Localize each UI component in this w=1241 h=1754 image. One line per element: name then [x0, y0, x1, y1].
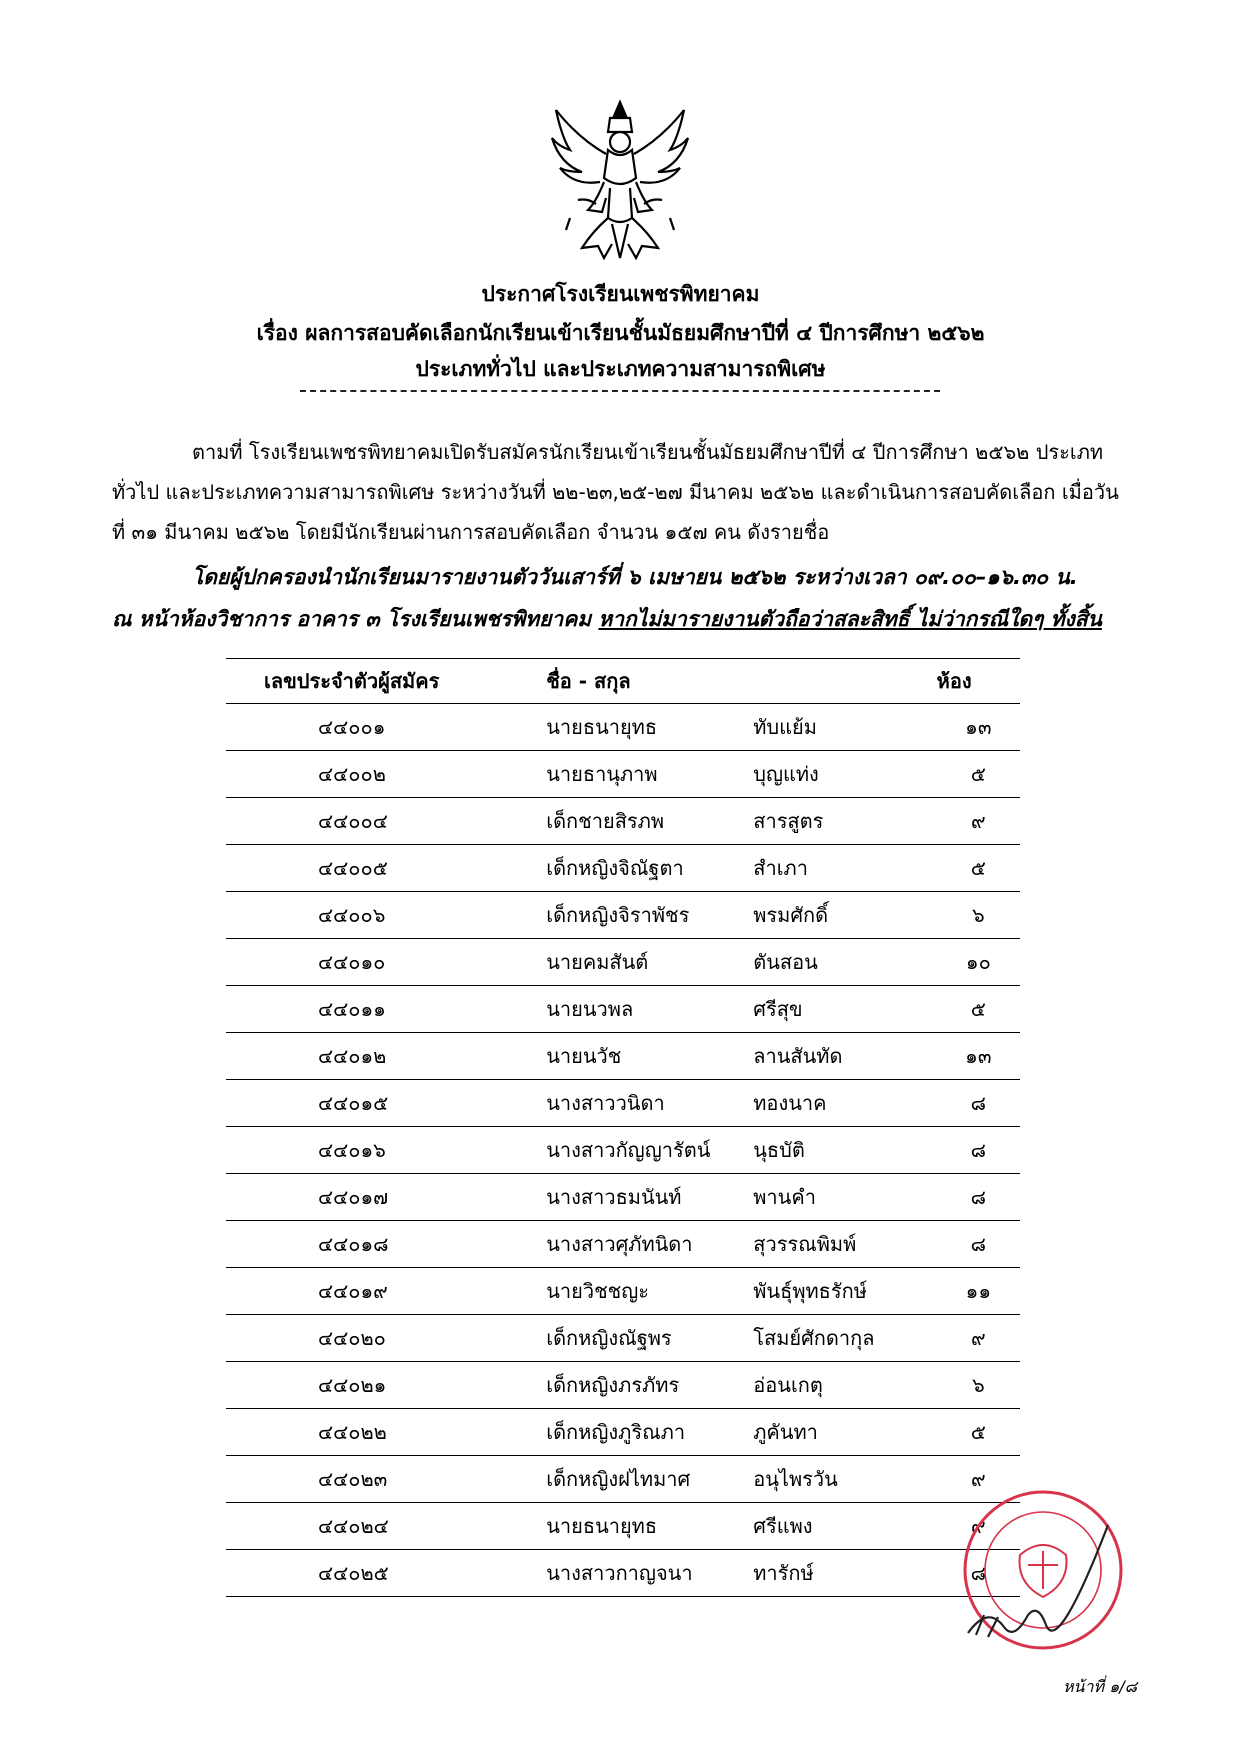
last-name-cell: ทับแย้ม	[753, 704, 936, 751]
announcement-category: ประเภททั่วไป และประเภทความสามารถพิเศษ	[415, 357, 826, 381]
first-name-cell: นายวิชชญะ	[546, 1268, 753, 1315]
applicant-id-cell: ๔๔๐๒๐	[226, 1315, 546, 1362]
applicant-id-cell: ๔๔๐๒๕	[226, 1550, 546, 1597]
header-name: ชื่อ - สกุล	[546, 659, 936, 704]
room-cell: ๙	[937, 1503, 1020, 1550]
table-row	[226, 845, 1020, 892]
first-name-cell: เด็กหญิงจิราพัชร	[546, 892, 753, 939]
report-notice-line1: โดยผู้ปกครองนำนักเรียนมารายงานตัววันเสาร์ที่ ๖ เมษายน ๒๕๖๒ ระหว่างเวลา ๐๙.๐๐–๑๖.๓๐ น.	[192, 565, 1078, 589]
first-name-cell: นายนวัช	[546, 1033, 753, 1080]
applicant-id-cell: ๔๔๐๒๒	[226, 1409, 546, 1456]
room-cell: ๕	[937, 845, 1020, 892]
room-cell: ๙	[937, 798, 1020, 845]
table-row	[226, 986, 1020, 1033]
report-location: ณ หน้าห้องวิชาการ อาคาร ๓ โรงเรียนเพชรพิทยาคม	[112, 607, 599, 631]
applicant-id-cell: ๔๔๐๑๖	[226, 1127, 546, 1174]
first-name-cell: นางสาวกัญญารัตน์	[546, 1127, 753, 1174]
last-name-cell: ศรีสุข	[753, 986, 936, 1033]
first-name-cell: เด็กหญิงภูริณภา	[546, 1409, 753, 1456]
last-name-cell: พานคำ	[753, 1174, 936, 1221]
first-name-cell: นายธนายุทธ	[546, 1503, 753, 1550]
table-row	[226, 751, 1020, 798]
first-name-cell: นางสาวศุภัทนิดา	[546, 1221, 753, 1268]
table-row	[226, 1456, 1020, 1503]
first-name-cell: นายธนายุทธ	[546, 704, 753, 751]
last-name-cell: ตันสอน	[753, 939, 936, 986]
last-name-cell: พันธุ์พุทธรักษ์	[753, 1268, 936, 1315]
table-row	[226, 1033, 1020, 1080]
last-name-cell: ภูคันทา	[753, 1409, 936, 1456]
first-name-cell: นายคมสันต์	[546, 939, 753, 986]
forfeit-warning: หากไม่มารายงานตัวถือว่าสละสิทธิ์ ไม่ว่ากรณีใดๆ ทั้งสิ้น	[598, 607, 1102, 631]
applicant-id-cell: ๔๔๐๐๑	[226, 704, 546, 751]
last-name-cell: สารสูตร	[753, 798, 936, 845]
first-name-cell: นายธานุภาพ	[546, 751, 753, 798]
last-name-cell: ทองนาค	[753, 1080, 936, 1127]
room-cell: ๘	[937, 1174, 1020, 1221]
first-name-cell: เด็กหญิงฝไทมาศ	[546, 1456, 753, 1503]
table-row	[226, 1268, 1020, 1315]
last-name-cell: บุญแท่ง	[753, 751, 936, 798]
first-name-cell: นางสาววนิดา	[546, 1080, 753, 1127]
table-row	[226, 1080, 1020, 1127]
dashed-divider	[300, 390, 940, 392]
room-cell: ๖	[937, 1362, 1020, 1409]
first-name-cell: เด็กหญิงภรภัทร	[546, 1362, 753, 1409]
last-name-cell: สุวรรณพิมพ์	[753, 1221, 936, 1268]
applicant-id-cell: ๔๔๐๑๕	[226, 1080, 546, 1127]
table-row	[226, 1221, 1020, 1268]
first-name-cell: นางสาวกาญจนา	[546, 1550, 753, 1597]
applicant-id-cell: ๔๔๐๐๒	[226, 751, 546, 798]
last-name-cell: พรมศักดิ์	[753, 892, 936, 939]
room-cell: ๑๐	[937, 939, 1020, 986]
applicant-id-cell: ๔๔๐๐๕	[226, 845, 546, 892]
table-row	[226, 939, 1020, 986]
last-name-cell: สำเภา	[753, 845, 936, 892]
last-name-cell: ลานสันทัด	[753, 1033, 936, 1080]
table-row	[226, 892, 1020, 939]
applicant-id-cell: ๔๔๐๑๐	[226, 939, 546, 986]
last-name-cell: อ่อนเกตุ	[753, 1362, 936, 1409]
room-cell: ๕	[937, 751, 1020, 798]
table-row	[226, 798, 1020, 845]
announcement-title: ประกาศโรงเรียนเพชรพิทยาคม	[481, 282, 760, 306]
garuda-emblem-icon	[548, 98, 692, 266]
applicant-id-cell: ๔๔๐๐๔	[226, 798, 546, 845]
header-room: ห้อง	[937, 659, 1020, 704]
applicant-id-cell: ๔๔๐๒๓	[226, 1456, 546, 1503]
applicant-id-cell: ๔๔๐๐๖	[226, 892, 546, 939]
room-cell: ๘	[937, 1550, 1020, 1597]
table-row	[226, 1174, 1020, 1221]
last-name-cell: อนุไพรวัน	[753, 1456, 936, 1503]
last-name-cell: ทารักษ์	[753, 1550, 936, 1597]
last-name-cell: นุธบัติ	[753, 1127, 936, 1174]
room-cell: ๙	[937, 1456, 1020, 1503]
table-row	[226, 1409, 1020, 1456]
table-row	[226, 1362, 1020, 1409]
table-row	[226, 704, 1020, 751]
report-notice-line2	[112, 598, 1122, 640]
first-name-cell: เด็กหญิงณัฐพร	[546, 1315, 753, 1362]
applicant-id-cell: ๔๔๐๑๒	[226, 1033, 546, 1080]
applicant-id-cell: ๔๔๐๑๙	[226, 1268, 546, 1315]
room-cell: ๖	[937, 892, 1020, 939]
room-cell: ๕	[937, 986, 1020, 1033]
room-cell: ๘	[937, 1080, 1020, 1127]
body-paragraph: ตามที่ โรงเรียนเพชรพิทยาคมเปิดรับสมัครนักเรียนเข้าเรียนชั้นมัธยมศึกษาปีที่ ๔ ปีการศึกษา ๒๕๖๒ ประเภททั่วไป และประเภทความสามารถพิเศษ ระหว่างวันที่ ๒๒-๒๓,๒๕-๒๗ มีนาคม ๒๕๖๒ และดำเนินการสอบคัดเลือก เมื่อวันที่ ๓๑ มีนาคม ๒๕๖๒ โดยมีนักเรียนผ่านการสอบคัดเลือก จำนวน ๑๕๗ คน ดังรายชื่อ	[112, 440, 1119, 544]
room-cell: ๙	[937, 1315, 1020, 1362]
first-name-cell: เด็กหญิงจิณัฐตา	[546, 845, 753, 892]
last-name-cell: โสมย์ศักดากุล	[753, 1315, 936, 1362]
applicant-id-cell: ๔๔๐๑๘	[226, 1221, 546, 1268]
last-name-cell: ศรีแพง	[753, 1503, 936, 1550]
announcement-subject: เรื่อง ผลการสอบคัดเลือกนักเรียนเข้าเรียนชั้นมัธยมศึกษาปีที่ ๔ ปีการศึกษา ๒๕๖๒	[256, 321, 985, 345]
school-seal-stamp	[958, 1485, 1128, 1655]
applicant-id-cell: ๔๔๐๒๑	[226, 1362, 546, 1409]
applicant-id-cell: ๔๔๐๑๑	[226, 986, 546, 1033]
page-number: หน้าที่ ๑/๘	[1063, 1677, 1137, 1696]
table-row	[226, 1550, 1020, 1597]
room-cell: ๕	[937, 1409, 1020, 1456]
applicant-id-cell: ๔๔๐๑๗	[226, 1174, 546, 1221]
table-row	[226, 1127, 1020, 1174]
first-name-cell: นางสาวธมนันท์	[546, 1174, 753, 1221]
room-cell: ๑๓	[937, 1033, 1020, 1080]
first-name-cell: เด็กชายสิรภพ	[546, 798, 753, 845]
room-cell: ๑๓	[937, 704, 1020, 751]
header-applicant-id: เลขประจำตัวผู้สมัคร	[226, 659, 546, 704]
applicant-table	[226, 658, 1020, 1597]
room-cell: ๘	[937, 1221, 1020, 1268]
first-name-cell: นายนวพล	[546, 986, 753, 1033]
table-row	[226, 1315, 1020, 1362]
room-cell: ๑๑	[937, 1268, 1020, 1315]
applicant-id-cell: ๔๔๐๒๔	[226, 1503, 546, 1550]
table-row	[226, 1503, 1020, 1550]
table-header-row	[226, 659, 1020, 704]
room-cell: ๘	[937, 1127, 1020, 1174]
